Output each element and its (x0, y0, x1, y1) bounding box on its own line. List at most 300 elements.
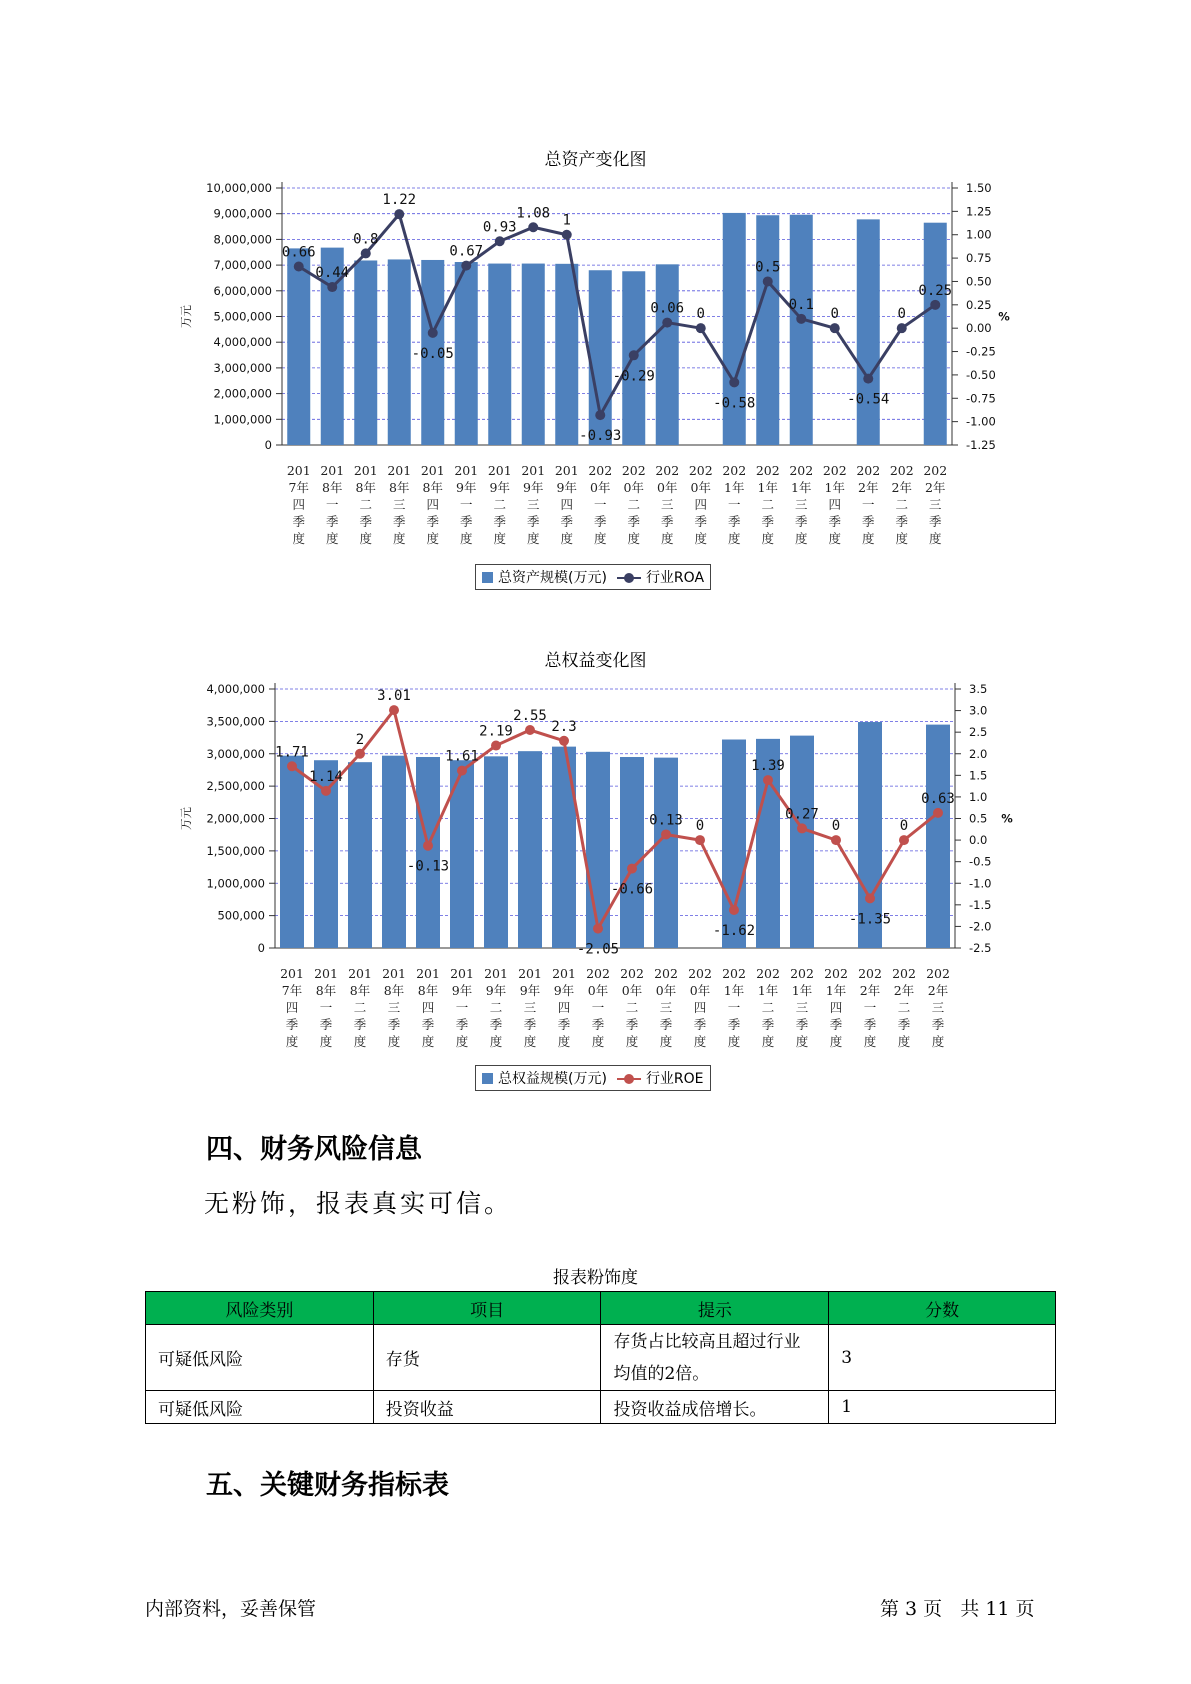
y2-tick-label: -1.25 (966, 438, 996, 452)
x-tick-label: 201 (521, 463, 546, 478)
x-tick-label: 四 (829, 1000, 843, 1015)
x-tick-label: 季 (557, 1017, 571, 1032)
x-tick-label: 一 (325, 497, 339, 512)
total-equity-chart (0, 672, 1191, 1072)
x-tick-label: 202 (889, 463, 914, 478)
line-legend-swatch (617, 572, 641, 583)
x-tick-label: 度 (459, 531, 473, 546)
bar (484, 756, 508, 948)
line-point (831, 835, 841, 845)
bar (555, 264, 578, 445)
x-tick-label: 202 (822, 463, 847, 478)
chart1-legend (475, 564, 711, 590)
x-tick-label: 0年 (657, 480, 678, 495)
x-tick-label: 度 (861, 531, 875, 546)
table-cell: 1 (829, 1391, 1056, 1424)
y2-tick-label: 0.25 (966, 297, 992, 312)
x-tick-label: 季 (325, 514, 339, 529)
x-tick-label: 季 (459, 514, 473, 529)
line-point (797, 823, 807, 833)
chart1-title: 总资产变化图 (544, 150, 647, 170)
chart1-legend-line: 行业ROA (645, 570, 705, 586)
y2-tick-label: -0.5 (969, 854, 992, 869)
x-tick-label: 季 (319, 1017, 333, 1032)
x-tick-label: 0年 (621, 983, 643, 998)
line-point (863, 374, 873, 384)
data-label: -1.35 (848, 911, 892, 928)
line-point (394, 209, 404, 219)
table-cell: 投资收益成倍增长。 (601, 1391, 829, 1424)
bar (455, 262, 478, 445)
x-tick-label: 9年 (456, 480, 477, 495)
data-label: 1.14 (309, 768, 343, 785)
y2-tick-label: -1.00 (966, 414, 996, 429)
x-tick-label: 度 (319, 1034, 333, 1049)
bar (790, 215, 813, 445)
risk-table (145, 1291, 1056, 1424)
data-label: 1.61 (445, 748, 479, 765)
x-tick-label: 1年 (824, 480, 845, 495)
x-tick-label: 202 (722, 966, 746, 981)
y-tick-label: 4,000,000 (206, 682, 265, 696)
x-tick-label: 度 (795, 1034, 809, 1049)
x-tick-label: 202 (858, 966, 882, 981)
x-tick-label: 二 (761, 497, 775, 512)
x-tick-label: 度 (694, 531, 708, 546)
bar (287, 248, 310, 445)
x-tick-label: 2年 (859, 983, 881, 998)
x-tick-label: 度 (829, 1034, 843, 1049)
x-tick-label: 季 (526, 514, 540, 529)
line-point (355, 749, 365, 759)
y-axis-label: 万元 (179, 305, 193, 328)
table-row (146, 1391, 1056, 1424)
x-tick-label: 季 (861, 514, 875, 529)
data-label: 0.66 (281, 244, 316, 261)
x-tick-label: 201 (450, 966, 474, 981)
y2-tick-label: 0.0 (969, 833, 988, 848)
x-tick-label: 201 (280, 966, 304, 981)
x-tick-label: 度 (285, 1034, 299, 1049)
x-tick-label: 度 (660, 531, 674, 546)
data-label: -2.05 (576, 941, 620, 958)
data-label: 1.39 (751, 758, 785, 775)
x-tick-label: 9年 (523, 480, 544, 495)
bar (620, 757, 644, 948)
data-label: 0 (897, 306, 906, 323)
x-tick-label: 1年 (791, 983, 813, 998)
x-tick-label: 三 (523, 1000, 537, 1015)
x-tick-label: 201 (487, 463, 512, 478)
x-tick-label: 度 (761, 531, 775, 546)
line-point (423, 841, 433, 851)
y-axis-label: 万元 (179, 807, 193, 830)
x-tick-label: 季 (727, 1017, 741, 1032)
x-tick-label: 度 (627, 531, 641, 546)
table-caption: 报表粉饰度 (553, 1268, 638, 1288)
line-point (593, 924, 603, 934)
y-tick-label: 0 (264, 438, 272, 452)
x-tick-label: 9年 (485, 983, 507, 998)
x-tick-label: 202 (655, 463, 680, 478)
x-tick-label: 0年 (590, 480, 611, 495)
x-tick-label: 度 (421, 1034, 435, 1049)
x-tick-label: 2年 (858, 480, 879, 495)
x-tick-label: 四 (693, 1000, 707, 1015)
x-tick-label: 季 (863, 1017, 877, 1032)
y2-tick-label: 1.5 (969, 768, 988, 783)
x-tick-label: 四 (557, 1000, 571, 1015)
x-tick-label: 四 (560, 497, 574, 512)
line-point (559, 736, 569, 746)
line-point (899, 835, 909, 845)
table-cell: 可疑低风险 (146, 1325, 374, 1391)
x-tick-label: 2年 (927, 983, 949, 998)
y2-tick-label: -2.0 (969, 919, 992, 934)
bar (348, 762, 372, 948)
data-label: 0 (696, 306, 705, 323)
bar (552, 747, 576, 948)
table-cell: 存货占比较高且超过行业均值的2倍。 (601, 1325, 829, 1391)
x-tick-label: 季 (359, 514, 373, 529)
x-tick-label: 一 (319, 1000, 333, 1015)
line-point (729, 905, 739, 915)
bar (416, 757, 440, 948)
table-header: 分数 (829, 1292, 1056, 1325)
x-tick-label: 0年 (689, 983, 711, 998)
x-tick-label: 度 (928, 531, 942, 546)
y2-tick-label: 2.5 (969, 725, 988, 740)
y-tick-label: 7,000,000 (213, 258, 272, 273)
x-tick-label: 201 (348, 966, 372, 981)
bar (518, 751, 542, 948)
x-tick-label: 202 (755, 463, 780, 478)
x-tick-label: 1年 (723, 983, 745, 998)
x-tick-label: 三 (392, 497, 406, 512)
x-tick-label: 202 (789, 463, 814, 478)
x-tick-label: 202 (688, 966, 712, 981)
line-point (695, 835, 705, 845)
line-point (361, 248, 371, 258)
x-tick-label: 季 (353, 1017, 367, 1032)
line-point (796, 314, 806, 324)
x-tick-label: 度 (895, 531, 909, 546)
y-tick-label: 5,000,000 (213, 309, 272, 324)
data-label: 0.27 (785, 806, 819, 823)
table-header-row (146, 1292, 1056, 1325)
chart2-title: 总权益变化图 (544, 651, 647, 671)
line-point (491, 741, 501, 751)
data-label: 0.93 (482, 219, 517, 236)
x-tick-label: 度 (526, 531, 540, 546)
line-point (865, 893, 875, 903)
data-label: 1 (562, 212, 571, 229)
y2-tick-label: -0.25 (966, 344, 996, 359)
x-tick-label: 1年 (757, 983, 779, 998)
data-label: 0 (831, 818, 841, 835)
x-tick-label: 8年 (322, 480, 343, 495)
x-tick-label: 季 (493, 514, 507, 529)
line-point (461, 261, 471, 271)
x-tick-label: 度 (625, 1034, 639, 1049)
x-tick-label: 季 (392, 514, 406, 529)
x-tick-label: 度 (828, 531, 842, 546)
x-tick-label: 季 (794, 514, 808, 529)
data-label: 0.25 (918, 282, 953, 299)
data-label: 2 (355, 731, 365, 748)
data-label: -0.29 (612, 368, 655, 385)
x-tick-label: 季 (931, 1017, 945, 1032)
bar-legend-swatch (482, 572, 493, 583)
line-point (389, 705, 399, 715)
x-tick-label: 三 (387, 1000, 401, 1015)
x-tick-label: 度 (426, 531, 440, 546)
table-header: 项目 (373, 1292, 601, 1325)
x-tick-label: 度 (727, 1034, 741, 1049)
x-tick-label: 二 (489, 1000, 503, 1015)
y2-tick-label: -1.0 (969, 876, 992, 891)
x-tick-label: 2年 (925, 480, 946, 495)
data-label: 0.1 (788, 296, 814, 313)
y-tick-label: 2,500,000 (206, 779, 265, 794)
data-label: 0 (695, 818, 705, 835)
bar (656, 264, 679, 445)
table-cell: 投资收益 (373, 1391, 601, 1424)
section5-heading: 五、关键财务指标表 (206, 1470, 449, 1501)
x-tick-label: 一 (455, 1000, 469, 1015)
x-tick-label: 度 (557, 1034, 571, 1049)
x-tick-label: 201 (314, 966, 338, 981)
line-point (595, 410, 605, 420)
x-tick-label: 度 (325, 531, 339, 546)
data-label: -0.66 (610, 881, 654, 898)
data-label: -0.58 (713, 395, 756, 412)
y-tick-label: 9,000,000 (213, 206, 272, 221)
x-tick-label: 季 (761, 1017, 775, 1032)
bar (354, 260, 377, 445)
x-tick-label: 201 (484, 966, 508, 981)
x-tick-label: 201 (554, 463, 579, 478)
x-tick-label: 季 (693, 1017, 707, 1032)
y-tick-label: 3,500,000 (206, 714, 265, 729)
data-label: -0.13 (406, 858, 450, 875)
line-point (830, 323, 840, 333)
x-tick-label: 二 (493, 497, 507, 512)
x-tick-label: 201 (320, 463, 345, 478)
chart1-legend-bar: 总资产规模(万元) (498, 570, 607, 586)
x-tick-label: 四 (421, 1000, 435, 1015)
y-tick-label: 3,000,000 (206, 746, 265, 761)
x-tick-label: 度 (387, 1034, 401, 1049)
x-tick-label: 三 (794, 497, 808, 512)
x-tick-label: 201 (382, 966, 406, 981)
data-label: -1.62 (712, 923, 756, 940)
x-tick-label: 度 (455, 1034, 469, 1049)
page-number: 第 3 页 共 11 页 (880, 1598, 1035, 1620)
bar (488, 264, 511, 445)
x-tick-label: 202 (588, 463, 613, 478)
x-tick-label: 季 (593, 514, 607, 529)
line-point (294, 262, 304, 272)
x-tick-label: 四 (828, 497, 842, 512)
x-tick-label: 度 (794, 531, 808, 546)
x-tick-label: 二 (895, 497, 909, 512)
x-tick-label: 季 (828, 514, 842, 529)
x-tick-label: 季 (591, 1017, 605, 1032)
x-tick-label: 二 (897, 1000, 911, 1015)
data-label: 3.01 (377, 688, 411, 705)
x-tick-label: 度 (392, 531, 406, 546)
x-tick-label: 季 (455, 1017, 469, 1032)
y2-tick-label: 1.25 (966, 204, 992, 219)
data-label: 0.44 (315, 265, 350, 282)
line-point (562, 230, 572, 240)
x-tick-label: 201 (416, 966, 440, 981)
x-tick-label: 202 (586, 966, 610, 981)
y2-tick-label: 3.0 (969, 703, 988, 718)
bar (280, 756, 304, 948)
chart2-legend-bar: 总权益规模(万元) (498, 1071, 607, 1087)
x-tick-label: 三 (660, 497, 674, 512)
bar (722, 740, 746, 948)
y2-tick-label: -0.75 (966, 391, 996, 406)
data-label: 2.55 (513, 708, 547, 725)
line-point (763, 276, 773, 286)
x-tick-label: 度 (523, 1034, 537, 1049)
line-point (729, 377, 739, 387)
x-tick-label: 季 (829, 1017, 843, 1032)
x-tick-label: 202 (892, 966, 916, 981)
x-tick-label: 8年 (422, 480, 443, 495)
x-tick-label: 四 (426, 497, 440, 512)
bar (382, 756, 406, 948)
x-tick-label: 度 (489, 1034, 503, 1049)
x-tick-label: 202 (790, 966, 814, 981)
x-tick-label: 季 (660, 514, 674, 529)
x-tick-label: 0年 (690, 480, 711, 495)
x-tick-label: 202 (621, 463, 646, 478)
x-tick-label: 202 (654, 966, 678, 981)
x-tick-label: 202 (756, 966, 780, 981)
y2-tick-label: 1.0 (969, 789, 988, 804)
x-tick-label: 202 (923, 463, 948, 478)
data-label: 0 (899, 818, 909, 835)
y2-tick-label: 1.50 (966, 181, 992, 195)
line-point (930, 300, 940, 310)
chart2-legend-line: 行业ROE (645, 1071, 704, 1087)
x-tick-label: 8年 (349, 983, 371, 998)
x-tick-label: 一 (591, 1000, 605, 1015)
table-header: 提示 (601, 1292, 829, 1325)
x-tick-label: 1年 (791, 480, 812, 495)
data-label: 1.22 (382, 192, 417, 209)
y2-tick-label: -1.5 (969, 897, 992, 912)
x-tick-label: 一 (727, 497, 741, 512)
line-point (661, 829, 671, 839)
x-tick-label: 0年 (623, 480, 644, 495)
section4-paragraph: 无粉饰，报表真实可信。 (204, 1189, 513, 1218)
x-tick-label: 季 (694, 514, 708, 529)
data-label: 0.13 (649, 812, 683, 829)
x-tick-label: 季 (285, 1017, 299, 1032)
line-point (696, 323, 706, 333)
y-tick-label: 2,000,000 (213, 386, 272, 401)
x-tick-label: 度 (560, 531, 574, 546)
x-tick-label: 度 (292, 531, 306, 546)
y2-tick-label: -0.50 (966, 367, 996, 382)
x-tick-label: 202 (620, 966, 644, 981)
line-point (428, 328, 438, 338)
bar (924, 223, 947, 445)
bar (756, 215, 779, 445)
line-point (897, 323, 907, 333)
x-tick-label: 7年 (288, 480, 309, 495)
x-tick-label: 度 (727, 531, 741, 546)
x-tick-label: 季 (426, 514, 440, 529)
x-tick-label: 8年 (417, 983, 439, 998)
x-tick-label: 度 (353, 1034, 367, 1049)
bar (926, 725, 950, 948)
line-point (662, 318, 672, 328)
x-tick-label: 季 (895, 514, 909, 529)
chart2-legend (475, 1065, 711, 1091)
y-tick-label: 0 (257, 941, 265, 955)
x-tick-label: 季 (761, 514, 775, 529)
x-tick-label: 8年 (383, 983, 405, 998)
x-tick-label: 度 (593, 531, 607, 546)
bar (522, 264, 545, 445)
y-tick-label: 3,000,000 (213, 360, 272, 375)
line-point (629, 350, 639, 360)
x-tick-label: 1年 (757, 480, 778, 495)
x-tick-label: 202 (722, 463, 747, 478)
total-assets-chart (0, 170, 1191, 570)
table-cell: 存货 (373, 1325, 601, 1391)
x-tick-label: 202 (688, 463, 713, 478)
x-tick-label: 202 (824, 966, 848, 981)
x-tick-label: 201 (518, 966, 542, 981)
x-tick-label: 二 (627, 497, 641, 512)
y2-axis-label: % (1001, 811, 1013, 826)
x-tick-label: 度 (659, 1034, 673, 1049)
y2-tick-label: 3.5 (969, 682, 988, 696)
x-tick-label: 202 (926, 966, 950, 981)
y-tick-label: 6,000,000 (213, 283, 272, 298)
x-tick-label: 8年 (355, 480, 376, 495)
bar (388, 259, 411, 445)
y-tick-label: 4,000,000 (213, 335, 272, 350)
x-tick-label: 一 (863, 1000, 877, 1015)
x-tick-label: 1年 (724, 480, 745, 495)
x-tick-label: 二 (359, 497, 373, 512)
data-label: 0.5 (755, 259, 781, 276)
data-label: 2.3 (551, 718, 577, 735)
x-tick-label: 季 (659, 1017, 673, 1032)
x-tick-label: 201 (286, 463, 311, 478)
x-tick-label: 8年 (315, 983, 337, 998)
x-tick-label: 201 (454, 463, 479, 478)
x-tick-label: 7年 (281, 983, 303, 998)
section4-heading: 四、财务风险信息 (206, 1134, 422, 1165)
x-tick-label: 201 (387, 463, 412, 478)
x-tick-label: 季 (795, 1017, 809, 1032)
x-tick-label: 度 (359, 531, 373, 546)
y2-tick-label: 0.50 (966, 274, 992, 289)
x-tick-label: 度 (931, 1034, 945, 1049)
y2-axis-label: % (998, 309, 1010, 324)
x-tick-label: 季 (387, 1017, 401, 1032)
data-label: 0 (830, 306, 839, 323)
